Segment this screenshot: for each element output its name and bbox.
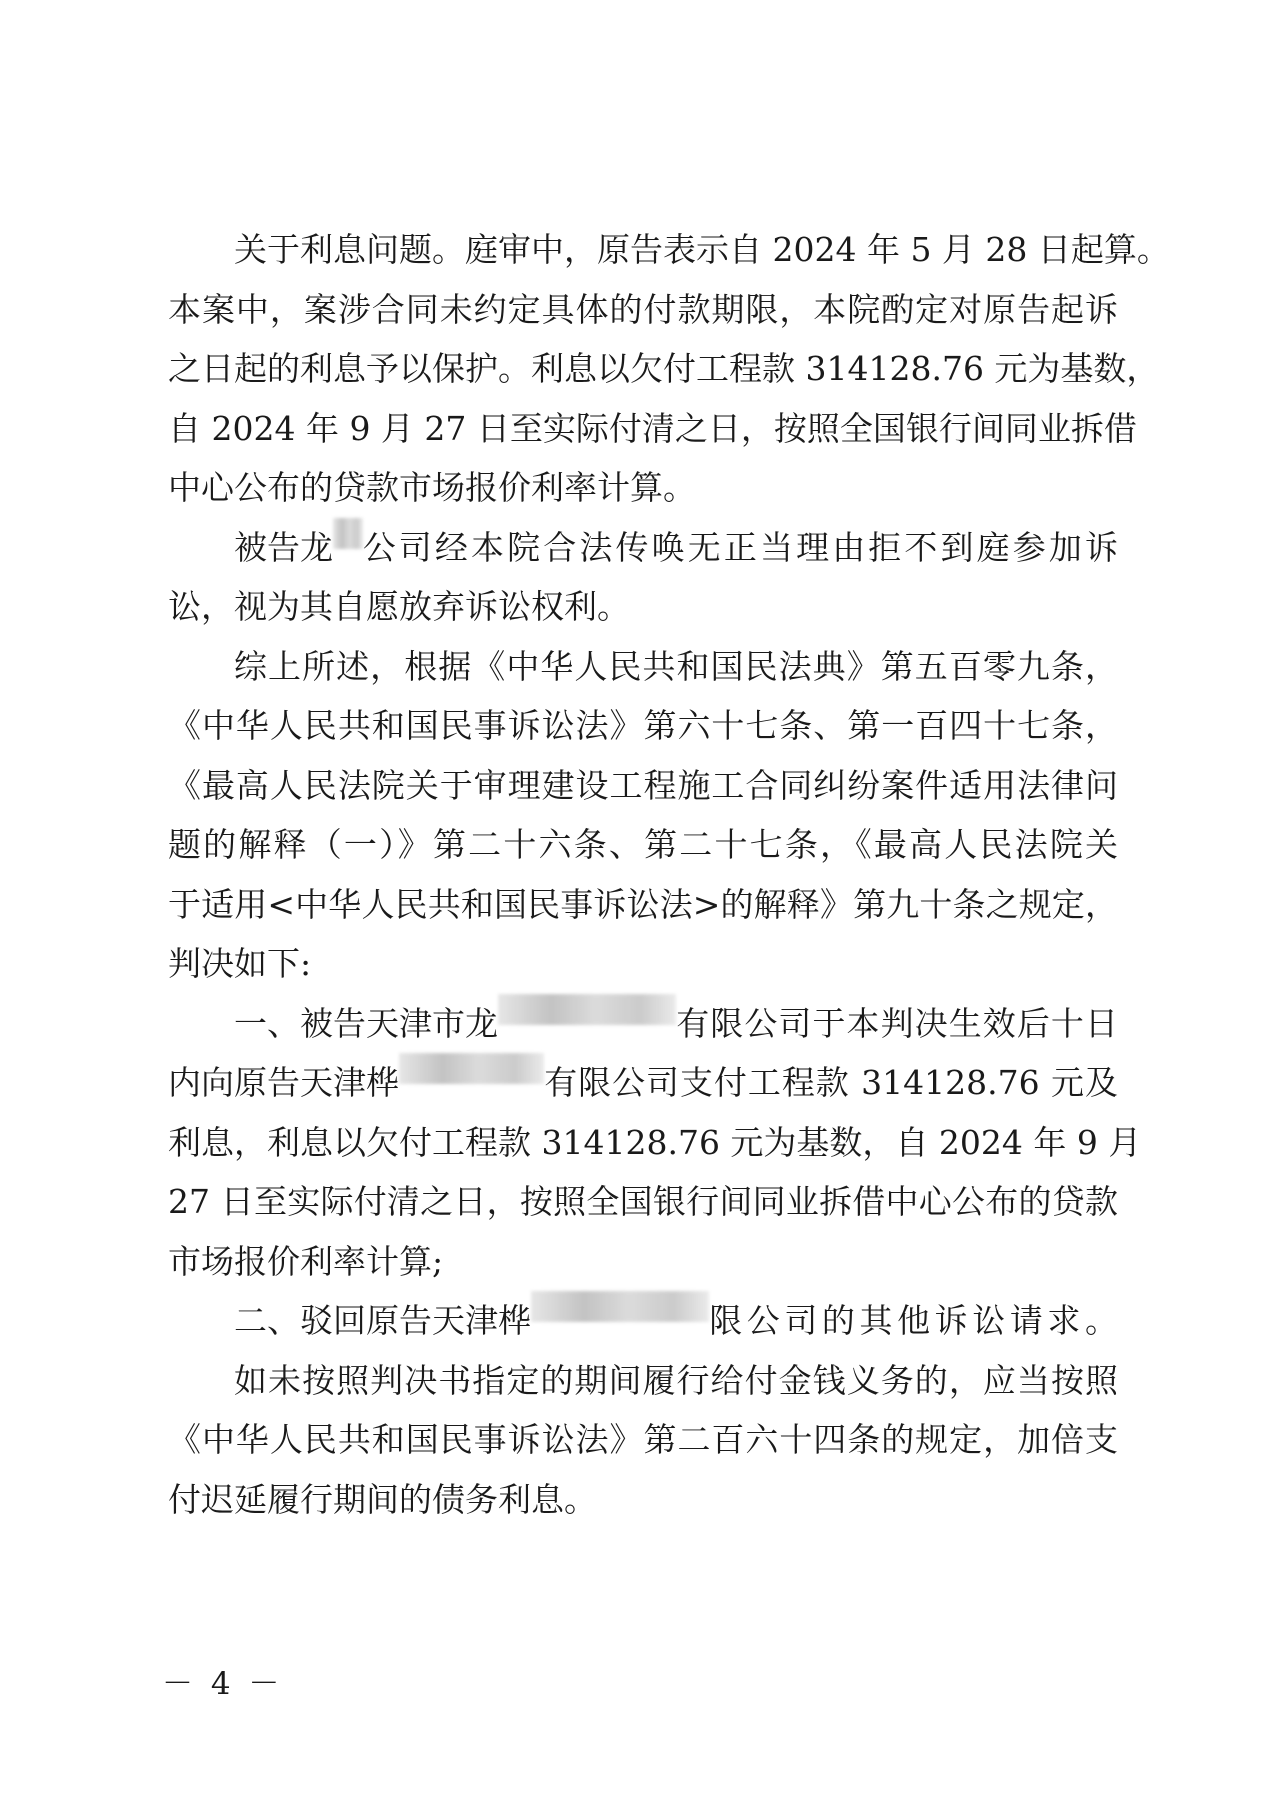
paragraph-legal-basis <box>168 637 1118 994</box>
text-fragment: 二、驳回原告天津桦 <box>234 1301 531 1340</box>
text-line: 于适用<中华人民共和国民事诉讼法>的解释》第九十条之规定， <box>168 884 1118 924</box>
paragraph-judgment-item-2 <box>168 1291 1118 1351</box>
paragraph-late-performance <box>168 1351 1118 1530</box>
text-line: 之日起的利息予以保护。利息以欠付工程款 314128.76 元为基数， <box>168 349 1160 388</box>
text-line: 《中华人民共和国民事诉讼法》第六十七条、第一百四十七条， <box>168 706 1118 745</box>
text-line: 付迟延履行期间的债务利息。 <box>168 1479 597 1519</box>
text-fragment: 一、被告天津市龙 <box>234 1003 498 1043</box>
redaction-mark <box>498 994 676 1025</box>
text-fragment: 有限公司支付工程款 314128.76 元及 <box>544 1063 1118 1102</box>
text-line: 《中华人民共和国民事诉讼法》第二百六十四条的规定，加倍支 <box>168 1420 1118 1459</box>
text-line: 自 2024 年 9 月 27 日至实际付清之日，按照全国银行间同业拆借 <box>168 408 1137 448</box>
text-line <box>168 518 1118 578</box>
text-line <box>168 1053 1118 1113</box>
page-number: － 4 － <box>162 1666 284 1702</box>
text-line: 关于利息问题。庭审中，原告表示自 2024 年 5 月 28 日起算。 <box>234 230 1170 269</box>
text-fragment: 被告龙 <box>234 527 333 567</box>
judgment-body <box>168 220 1170 1529</box>
paragraph-defendant-absent <box>168 518 1118 637</box>
text-fragment: 内向原告天津桦 <box>168 1063 399 1102</box>
text-fragment: 限公司的其他诉讼请求。 <box>709 1301 1118 1340</box>
text-line: 如未按照判决书指定的期间履行给付金钱义务的，应当按照 <box>234 1360 1118 1400</box>
text-line: 《最高人民法院关于审理建设工程施工合同纠纷案件适用法律问 <box>168 765 1118 805</box>
text-line: 综上所述，根据《中华人民共和国民法典》第五百零九条， <box>234 646 1118 686</box>
text-line: 本案中，案涉合同未约定具体的付款期限，本院酌定对原告起诉 <box>168 289 1118 329</box>
text-line: 判决如下: <box>168 944 312 983</box>
paragraph-interest <box>168 220 1170 518</box>
redaction-mark <box>399 1053 544 1084</box>
text-line <box>168 1291 1118 1351</box>
text-line: 利息，利息以欠付工程款 314128.76 元为基数，自 2024 年 9 月 <box>168 1122 1142 1162</box>
text-line: 27 日至实际付清之日，按照全国银行间同业拆借中心公布的贷款 <box>168 1182 1118 1221</box>
text-fragment: 公司经本院合法传唤无正当理由拒不到庭参加诉 <box>362 527 1118 567</box>
paragraph-judgment-item-1 <box>168 994 1142 1292</box>
text-fragment: 有限公司于本判决生效后十日 <box>676 1003 1118 1043</box>
redaction-mark <box>531 1291 709 1322</box>
text-line: 讼，视为其自愿放弃诉讼权利。 <box>168 587 630 626</box>
text-line: 中心公布的贷款市场报价利率计算。 <box>168 468 696 507</box>
redaction-mark <box>333 518 363 549</box>
text-line <box>168 994 1118 1054</box>
text-line: 市场报价利率计算; <box>168 1241 444 1281</box>
text-line: 题的解释（一）》第二十六条、第二十七条，《最高人民法院关 <box>168 825 1118 864</box>
